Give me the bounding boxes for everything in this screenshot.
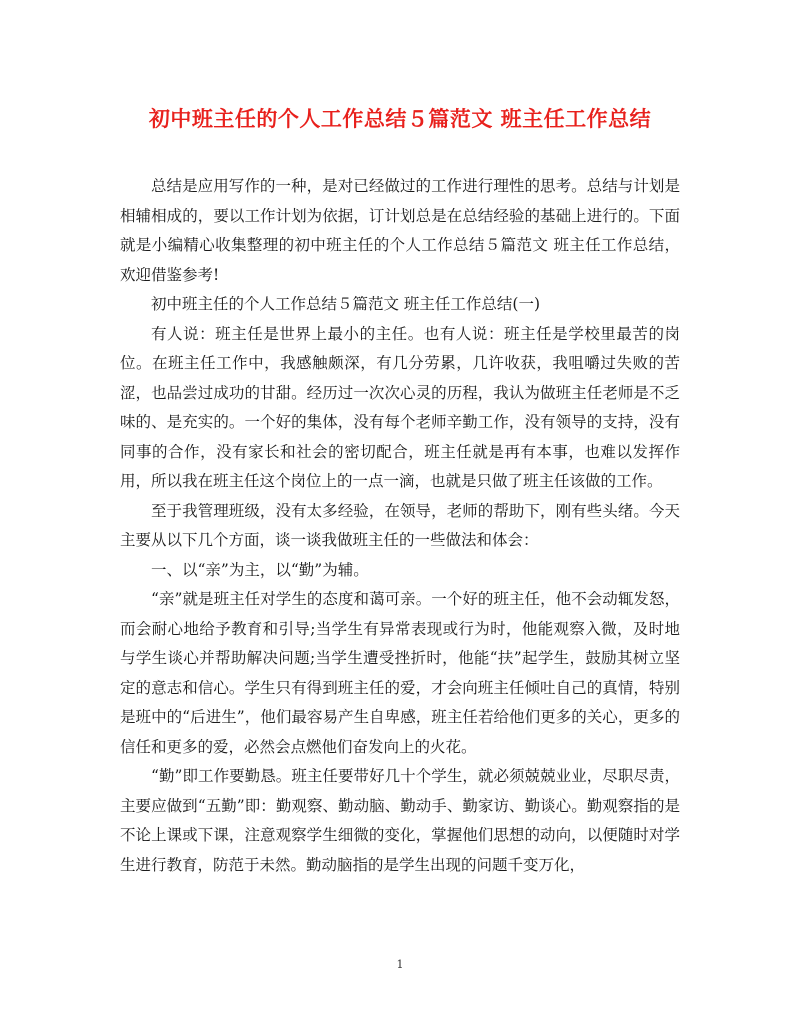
paragraph-subheading-1: 一、以“亲”为主，以“勤”为辅。 — [151, 560, 369, 579]
paragraph-body-2: 至于我管理班级，没有太多经验，在领导，老师的帮助下，刚有些头绪。今天主要从以下几个方面，谈一谈我做班主任的一些做法和体会： — [120, 501, 680, 549]
page-number: 1 — [396, 958, 404, 971]
paragraph-body-1: 有人说：班主任是世界上最小的主任。也有人说：班主任是学校里最苦的岗位。在班主任工作中，我感触颇深，有几分劳累，几许收获，我咀嚼过失败的苦涩，也品尝过成功的甘甜。经历过一次次心灵的历程，我认为做班主任老师是不乏味的、是充实的。一个好的集体，没有每个老师辛勤工作，没有领导的支持，没有同事的合作，没有家长和社会的密切配合，班主任就是再有本事，也难以发挥作用，所以我在班主任这个岗位上的一点一滴，也就是只做了班主任该做的工作。 — [120, 324, 680, 490]
paragraph-intro: 总结是应用写作的一种，是对已经做过的工作进行理性的思考。总结与计划是相辅相成的，要以工作计划为依据，订计划总是在总结经验的基础上进行的。下面就是小编精心收集整理的初中班主任的个人工作总结５篇范文 班主任工作总结，欢迎借鉴参考! — [120, 177, 680, 284]
document-body — [120, 172, 680, 880]
paragraph-section-heading: 初中班主任的个人工作总结５篇范文 班主任工作总结(一) — [151, 295, 541, 313]
paragraph-body-3: “亲”就是班主任对学生的态度和蔼可亲。一个好的班主任，他不会动辄发怒，而会耐心地给予教育和引导;当学生有异常表现或行为时，他能观察入微，及时地与学生谈心并帮助解决问题;当学生遭受挫折时，他能“扶”起学生，鼓励其树立坚定的意志和信心。学生只有得到班主任的爱，才会向班主任倾吐自己的真情，特别是班中的“后进生”，他们最容易产生自卑感，班主任若给他们更多的关心，更多的信任和更多的爱，必然会点燃他们奋发向上的火花。 — [120, 590, 680, 756]
paragraph-body-4: “勤”即工作要勤恳。班主任要带好几十个学生，就必须兢兢业业，尽职尽责，主要应做到“五勤”即：勤观察、勤动脑、勤动手、勤家访、勤谈心。勤观察指的是不论上课或下课，注意观察学生细微的变化，掌握他们思想的动向，以便随时对学生进行教育，防范于未然。勤动脑指的是学生出现的问题千变万化， — [120, 767, 680, 874]
document-title: 初中班主任的个人工作总结５篇范文 班主任工作总结 — [148, 106, 652, 131]
